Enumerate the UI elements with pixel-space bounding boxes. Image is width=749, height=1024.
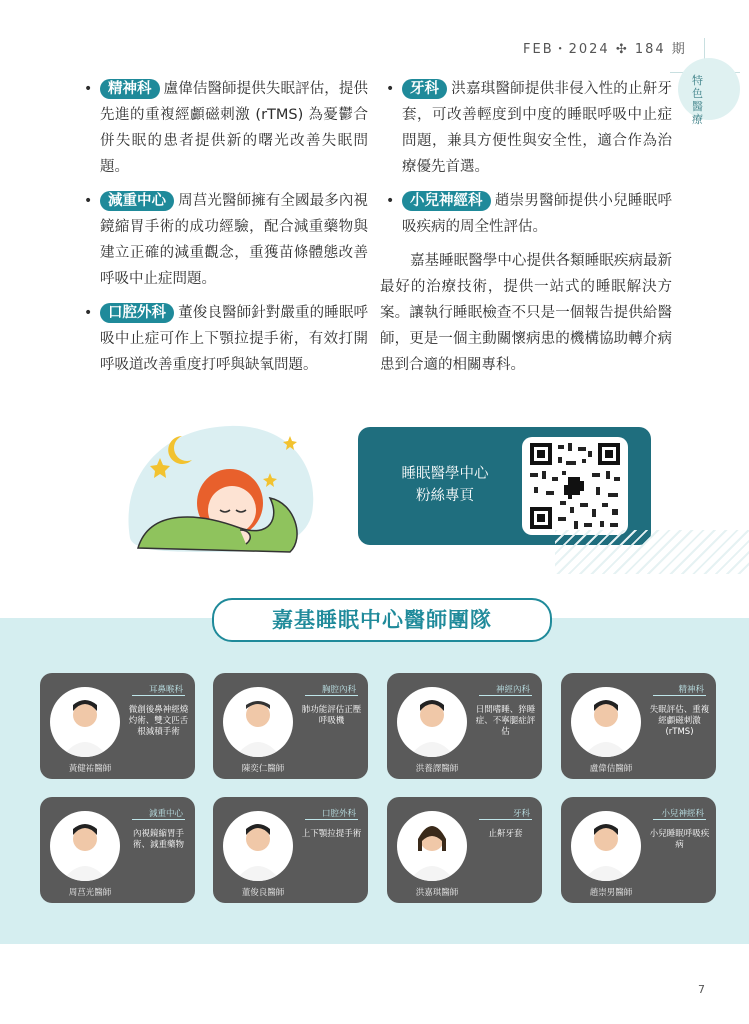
qr-label: 睡眠醫學中心 粉絲專頁: [401, 466, 489, 504]
qr-code[interactable]: [522, 437, 628, 535]
divider: [305, 819, 358, 820]
doctor-card: [561, 797, 716, 903]
item-text: 洪嘉琪醫師提供非侵入性的止鼾牙套，可改善輕度到中度的睡眠呼吸中止症問題，兼具方便性與安全性，適合作為治療優先首選。: [402, 81, 672, 175]
doctor-specialty: 日間嗜睡、猝睡症、不寧腿症評估: [475, 705, 536, 737]
doctor-name: 董俊良醫師: [241, 888, 285, 898]
doctor-photo: [397, 811, 467, 881]
doctor-name: 趙崇男醫師: [589, 888, 633, 898]
department-label: 牙科: [512, 809, 530, 819]
divider: [305, 695, 358, 696]
dept-tag: 減重中心: [100, 191, 174, 211]
stripe-decoration: [555, 530, 749, 574]
doctor-card: [213, 797, 368, 903]
doctor-photo: [50, 811, 120, 881]
department-label: 口腔外科: [321, 809, 356, 819]
doctor-photo: [571, 811, 641, 881]
doctor-photo: [50, 687, 120, 757]
bullet: •: [84, 81, 93, 97]
dept-tag: 小兒神經科: [402, 191, 491, 211]
doctor-card: [561, 673, 716, 779]
doctor-card: [387, 673, 542, 779]
department-label: 精神科: [678, 685, 704, 695]
divider: [479, 695, 532, 696]
divider: [653, 695, 706, 696]
bullet: •: [386, 193, 395, 209]
department-label: 減重中心: [148, 809, 183, 819]
item-text: 周莒光醫師擁有全國最多內視鏡縮胃手術的成功經驗，配合減重藥物與建立正確的減重觀念，重獲苗條體態改善呼吸中止症問題。: [100, 193, 368, 287]
doctor-specialty: 微創後鼻神經燒灼術、雙文匹舌根減積手術: [128, 705, 189, 737]
dept-tag: 精神科: [100, 79, 160, 99]
doctor-name: 周莒光醫師: [68, 888, 112, 898]
doctor-specialty: 上下顎拉提手術: [301, 829, 362, 839]
doctor-name: 盧偉佶醫師: [589, 764, 633, 774]
department-label: 小兒神經科: [661, 809, 704, 819]
doctor-photo: [223, 811, 293, 881]
issue-header: FEB・2024 ✣ 184 期: [523, 42, 687, 57]
doctor-photo: [397, 687, 467, 757]
dept-tag: 口腔外科: [100, 303, 174, 323]
qr-code-icon: [522, 437, 628, 535]
doctor-name: 洪養譯醫師: [415, 764, 459, 774]
divider: [132, 695, 185, 696]
doctor-name: 黃健祐醫師: [68, 764, 112, 774]
doctor-card: [40, 797, 195, 903]
doctor-photo: [223, 687, 293, 757]
divider: [132, 819, 185, 820]
department-label: 耳鼻喉科: [148, 685, 183, 695]
list-item: [78, 76, 368, 180]
dept-tag: 牙科: [402, 79, 447, 99]
sleeping-girl-illustration: [120, 418, 320, 558]
item-text: 盧偉佶醫師提供失眠評估，提供先進的重複經顱磁刺激 (rTMS) 為憂鬱合併失眠的患者提供新的曙光改善失眠問題。: [100, 81, 368, 175]
doctor-card: [213, 673, 368, 779]
doctor-specialty: 內視鏡縮胃手術、減重藥物: [132, 829, 184, 850]
team-title: 嘉基睡眠中心醫師團隊: [272, 608, 492, 632]
doctor-specialty: 肺功能評估正壓呼吸機: [301, 705, 362, 726]
department-label: 神經內科: [495, 685, 530, 695]
doctor-name: 陳奕仁醫師: [241, 764, 285, 774]
item-text: 趙崇男醫師提供小兒睡眠呼吸疾病的周全性評估。: [402, 193, 672, 235]
doctor-card: [40, 673, 195, 779]
divider: [653, 819, 706, 820]
badge-label: 特色醫療: [692, 74, 703, 126]
section-badge: [678, 58, 740, 158]
doctor-name: 洪嘉琪醫師: [415, 888, 459, 898]
list-item: [380, 76, 672, 180]
bullet: •: [84, 193, 93, 209]
bullet: •: [84, 305, 93, 321]
team-title-pill: [212, 598, 552, 642]
body-paragraph: 嘉基睡眠醫學中心提供各類睡眠疾病最新最好的治療技術，提供一站式的睡眠解決方案。讓執行睡眠檢查不只是一個報告提供給醫師，更是一個主動關懷病患的機構協助轉介病患到合適的相關專科。: [380, 253, 672, 373]
list-item: [78, 188, 368, 292]
doctor-specialty: 失眠評估、重複經顱磁刺激(rTMS): [649, 705, 710, 737]
item-text: 董俊良醫師針對嚴重的睡眠呼吸中止症可作上下顎拉提手術，有效打開呼吸道改善重度打呼與缺氧問題。: [100, 305, 368, 373]
left-column: [78, 76, 368, 386]
right-column: [380, 76, 672, 378]
doctor-card: [387, 797, 542, 903]
divider: [479, 819, 532, 820]
bullet: •: [386, 81, 395, 97]
doctor-specialty: 小兒睡眠呼吸疾病: [649, 829, 710, 850]
department-label: 胸腔內科: [321, 685, 356, 695]
list-item: [78, 300, 368, 378]
badge-circle: [678, 58, 740, 120]
doctor-specialty: 止鼾牙套: [488, 829, 523, 839]
qr-card[interactable]: [358, 427, 651, 545]
list-item: [380, 188, 672, 240]
doctor-photo: [571, 687, 641, 757]
page-number: 7: [698, 983, 705, 996]
